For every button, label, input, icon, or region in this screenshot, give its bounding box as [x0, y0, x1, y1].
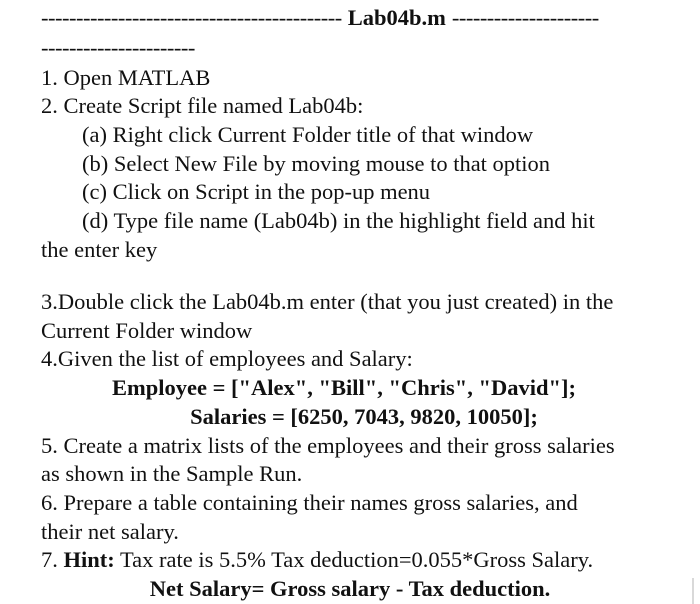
- salaries-array: Salaries = [6250, 7043, 9820, 10050];: [190, 404, 538, 429]
- header-dashes-left: -------------------------------------------: [41, 5, 342, 30]
- step-5: 5. Create a matrix lists of the employees and their gross salaries: [41, 433, 615, 458]
- header-line: [41, 4, 661, 32]
- hint-label: Hint:: [63, 547, 115, 572]
- employee-array: Employee = ["Alex", "Bill", "Chris", "David"];: [112, 375, 576, 400]
- step-2a: (a) Right click Current Folder title of that window: [82, 122, 534, 147]
- step-7-number: 7.: [41, 547, 64, 572]
- step-3: 3.Double click the Lab04b.m enter (that you just created) in the: [41, 289, 614, 314]
- step-1: 1. Open MATLAB: [41, 65, 211, 90]
- header-dashes-right: ---------------------: [451, 5, 599, 30]
- step-3-continued: Current Folder window: [41, 318, 253, 343]
- step-6-continued: their net salary.: [41, 519, 179, 544]
- header-dashes-line2: ----------------------: [41, 35, 195, 60]
- net-salary-formula: Net Salary= Gross salary - Tax deduction.: [149, 576, 551, 601]
- step-2: 2. Create Script file named Lab04b:: [41, 93, 364, 118]
- step-2b: (b) Select New File by moving mouse to that option: [82, 151, 551, 176]
- step-2d-continued: the enter key: [41, 237, 158, 262]
- step-4: 4.Given the list of employees and Salary:: [41, 346, 413, 371]
- document-title: Lab04b.m: [347, 5, 446, 30]
- step-7: [41, 546, 593, 574]
- scrollbar-edge: [692, 578, 694, 604]
- step-2d: (d) Type file name (Lab04b) in the highlight field and hit: [82, 208, 595, 233]
- step-7-text: Tax rate is 5.5% Tax deduction=0.055*Gross Salary.: [114, 547, 594, 572]
- step-6: 6. Prepare a table containing their names gross salaries, and: [41, 490, 578, 515]
- step-2c: (c) Click on Script in the pop-up menu: [82, 179, 431, 204]
- step-5-continued: as shown in the Sample Run.: [41, 461, 303, 486]
